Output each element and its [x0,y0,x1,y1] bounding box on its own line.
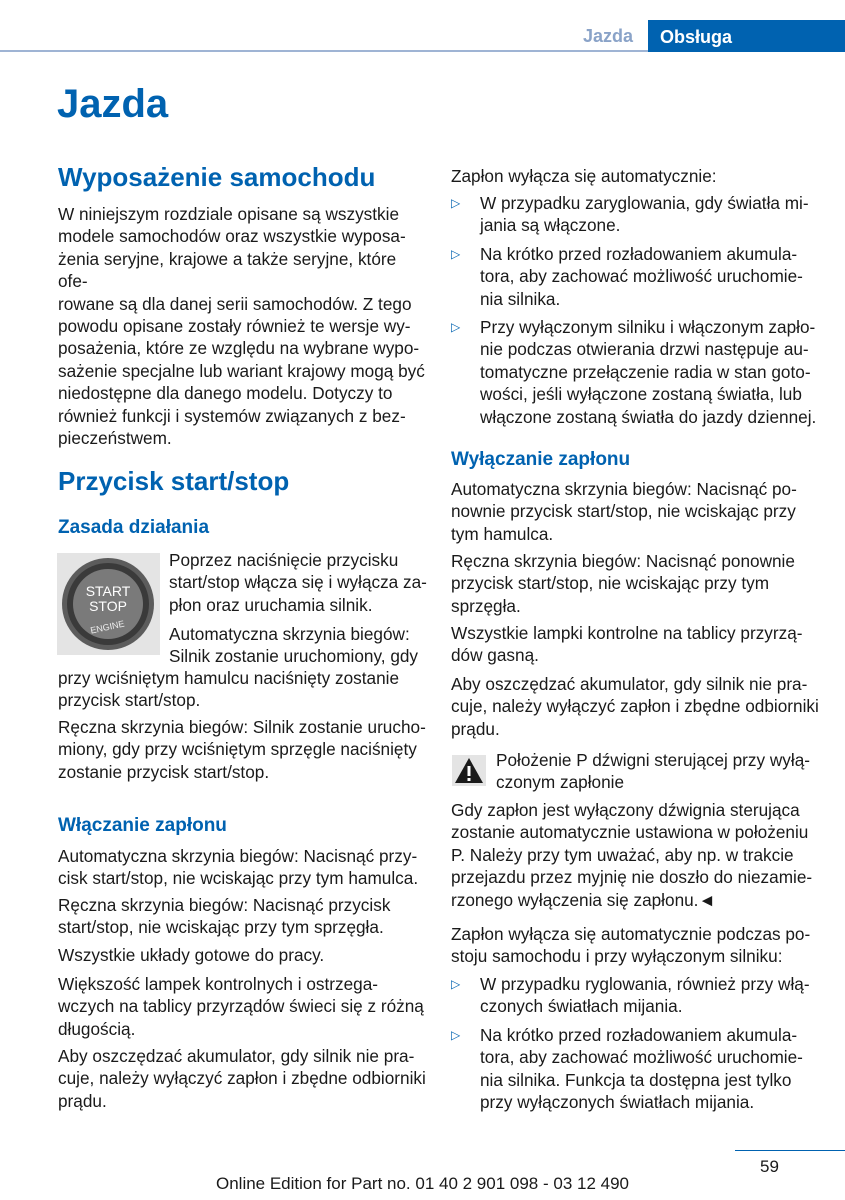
paragraph-principle-3: Ręczna skrzynia biegów: Silnik zostanie urucho- miony, gdy przy wciśniętym sprzęgle naciśnięty zostanie przycisk start/stop. [58,717,426,782]
start-stop-button-icon [57,553,160,655]
heading-start-stop: Przycisk start/stop [58,466,290,496]
paragraph-off-3: Wszystkie lampki kontrolne na tablicy przyrzą- dów gasną. [451,623,803,666]
triangle-bullet-icon: ▷ [451,977,461,991]
paragraph-off-4: Aby oszczędzać akumulator, gdy silnik nie pra- cuje, należy wyłączyć zapłon i zbędne odbiorniki prądu. [451,674,819,739]
manual-page: Jazda Obsługa Jazda Wyposażenie samochodu W niniejszym rozdziale opisane są wszystkie modele samochodów oraz wszystkie wyposa- żenia seryjne, krajowe a także seryjne, które ofe- rowane są dla danej serii samochodów. Z tego powodu opisane zostały również te wersje wy- posażenia, które ze względu na wybrane wypo- sażenie specjalne lub wariant krajowy mogą być niedostępne dla danego modelu. Dotyczy to również funkcji i systemów związanych z bez- pieczeństwem. Przycisk start/stop Zasada działania START STOP ENGINE Poprzez naciśnięcie przycisku start/stop włącza się i wyłącza za- płon oraz uruchamia silnik. Automatyczna skrzynia biegów: Silnik zostanie uruchomiony, gdy przy wciśniętym hamulcu naciśnięty zostanie przycisk start/stop. Ręczna skrzynia biegów: Silnik zostanie urucho- miony, gdy przy wciśniętym sprzęgle naciśnięty zostanie przycisk start/stop. Włączanie zapłonu Automatyczna skrzynia biegów: Nacisnąć przy- cisk start/stop, nie wciskając przy tym hamulca. Ręczna skrzynia biegów: Nacisnąć przycisk start/stop, nie wciskając przy tym sprzęgła. Wszystkie układy gotowe do pracy. Większość lampek kontrolnych i ostrzega- wczych na tablicy przyrządów świeci się z różną długością. Aby oszczędzać akumulator, gdy silnik nie pra- cuje, należy wyłączyć zapłon i zbędne odbiorniki prądu. Zapłon wyłącza się automatycznie: ▷ W przypadku zaryglowania, gdy światła mi- jania są włączone. ▷ Na krótko przed rozładowaniem akumula- tora, aby zachować możliwość uruchomie- nia silnika. ▷ Przy wyłączonym silniku i włączonym zapło- nie podczas otwierania drzwi następuje au- tomatyczne przełączenie radia w stan goto- wości, jeśli wyłączone zostaną światła, lub włączone zostaną światła do jazdy dziennej. Wyłączanie zapłonu Automatyczna skrzynia biegów: Nacisnąć po- nownie przycisk start/stop, nie wciskając przy tym hamulca. Ręczna skrzynia biegów: Nacisnąć ponownie przycisk start/stop, nie wciskając przy tym sprzęgła. Wszystkie lampki kontrolne na tablicy przyrzą- dów gasną. Aby oszczędzać akumulator, gdy silnik nie pra- cuje, należy wyłączyć zapłon i zbędne odbiorniki prądu. Położenie P dźwigni sterującej przy wyłą- czonym zapłonie Gdy zapłon jest wyłączony dźwignia sterująca zostanie automatycznie ustawiona w położeniu P. Należy przy tym uważać, aby np. w trakcie przejazdu przez myjnię nie doszło do niezamie- rzonego wyłączenia się zapłonu.◄ Zapłon wyłącza się automatycznie podczas po- stoju samochodu i przy wyłączonym silniku: ▷ W przypadku ryglowania, również przy włą- czonych światłach mijania. ▷ Na krótko przed rozładowaniem akumula- tora, aby zachować możliwość uruchomie- nia silnika. Funkcja ta dostępna jest tylko przy wyłączonych światłach mijania. 59 Online Edition for Part no. 01 40 2 901 098 - 03 12 490 [0,0,845,1200]
warning-title: Położenie P dźwigni sterującej przy wyłą- czonym zapłonie [496,750,810,793]
page-number: 59 [760,1157,779,1176]
paragraph-on-2: Ręczna skrzynia biegów: Nacisnąć przycisk start/stop, nie wciskając przy tym sprzęgła. [58,895,391,938]
triangle-bullet-icon: ▷ [451,320,461,334]
warning-text: Gdy zapłon jest wyłączony dźwignia sterująca zostanie automatycznie ustawiona w położeniu P. Należy przy tym uważać, aby np. w trakcie przejazdu przez myjnię nie doszło do niezamie- rzonego wyłączenia się zapłonu.◄ [451,800,813,910]
paragraph-auto-off: Zapłon wyłącza się automatycznie: [451,166,717,186]
button-label-start: START [85,583,131,599]
triangle-bullet-icon: ▷ [451,247,461,261]
heading-principle: Zasada działania [58,517,210,538]
paragraph-on-5: Aby oszczędzać akumulator, gdy silnik nie pra- cuje, należy wyłączyć zapłon i zbędne odbiorniki prądu. [58,1046,426,1111]
paragraph-equipment: W niniejszym rozdziale opisane są wszystkie modele samochodów oraz wszystkie wyposa- żenia seryjne, krajowe a także seryjne, które ofe- rowane są dla danej serii samochodów. Z tego powodu opisane zostały również te wersje wy- posażenia, które ze względu na wybrane wypo- sażenie specjalne lub wariant krajowy mogą być niedostępne dla danego modelu. Dotyczy to również funkcji i systemów związanych z bez- pieczeństwem. [58,204,425,449]
paragraph-on-3: Wszystkie układy gotowe do pracy. [58,945,325,965]
header-chapter-tab[interactable]: Obsługa [648,20,845,52]
triangle-bullet-icon: ▷ [451,196,461,210]
button-label-stop: STOP [89,598,127,614]
heading-ignition-off: Wyłączanie zapłonu [451,449,631,470]
triangle-bullet-icon: ▷ [451,1028,461,1042]
paragraph-off-1: Automatyczna skrzynia biegów: Nacisnąć po- nownie przycisk start/stop, nie wciskając przy tym hamulca. [451,479,797,544]
header-section-tab[interactable]: Jazda [583,26,634,46]
warning-icon [452,755,486,786]
heading-equipment: Wyposażenie samochodu [58,162,376,192]
paragraph-on-1: Automatyczna skrzynia biegów: Nacisnąć przy- cisk start/stop, nie wciskając przy tym hamulca. [58,846,419,889]
paragraph-on-4: Większość lampek kontrolnych i ostrzega- wczych na tablicy przyrządów świeci się z różną długością. [58,974,424,1039]
footer-edition: Online Edition for Part no. 01 40 2 901 098 - 03 12 490 [215,1174,629,1193]
start-stop-button-image [57,553,160,655]
button-label-engine: ENGINE [89,618,126,636]
heading-ignition-on: Włączanie zapłonu [58,815,227,836]
paragraph-principle-2a: Automatyczna skrzynia biegów: Silnik zostanie uruchomiony, gdy [169,624,419,667]
paragraph-auto-off-2: Zapłon wyłącza się automatycznie podczas po- stoju samochodu i przy wyłączonym silniku: [451,924,811,967]
paragraph-principle-1: Poprzez naciśnięcie przycisku start/stop włącza się i wyłącza za- płon oraz uruchamia silnik. [169,550,427,615]
paragraph-off-2: Ręczna skrzynia biegów: Nacisnąć ponownie przycisk start/stop, nie wciskając przy tym sprzęgła. [451,551,795,616]
footer-rule [735,1150,845,1151]
paragraph-principle-2b: przy wciśniętym hamulcu naciśnięty zostanie przycisk start/stop. [58,668,400,711]
page-title: Jazda [57,82,169,126]
